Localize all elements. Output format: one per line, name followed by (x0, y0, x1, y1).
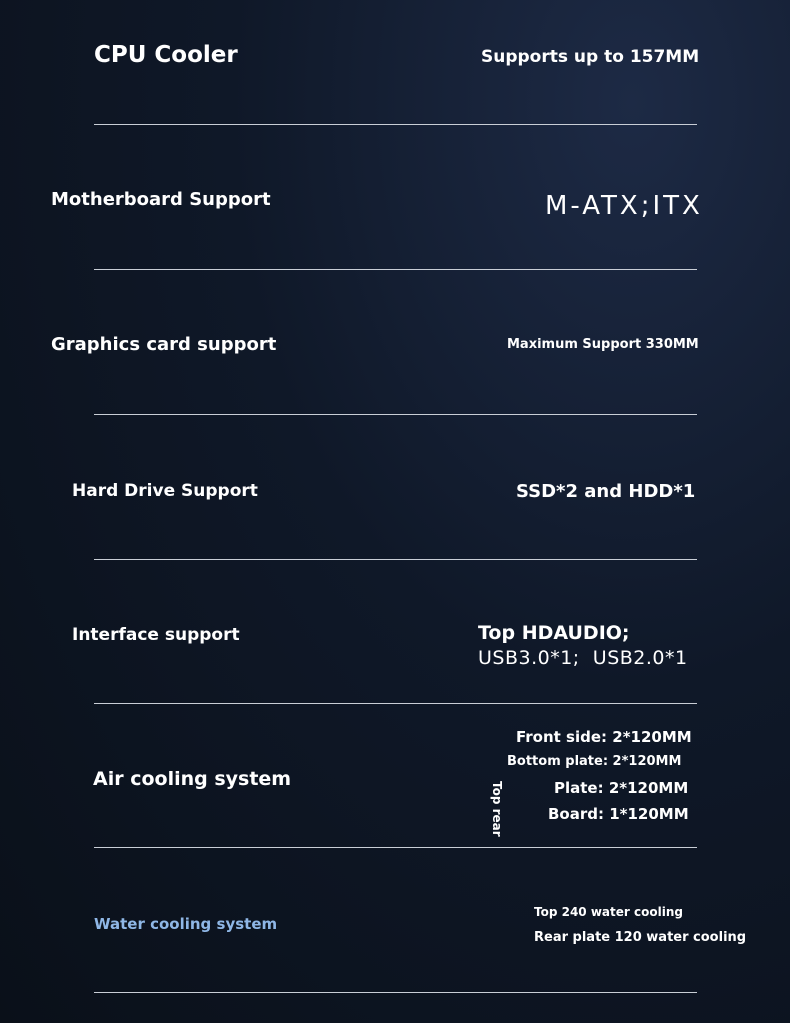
motherboard-label: Motherboard Support (51, 189, 271, 210)
divider (94, 559, 697, 560)
divider (94, 992, 697, 993)
divider (94, 124, 697, 125)
interface-value-line1: Top HDAUDIO; (478, 622, 630, 644)
air-cooling-board: Board: 1*120MM (548, 805, 689, 823)
air-cooling-bottom: Bottom plate: 2*120MM (507, 754, 682, 769)
motherboard-value: M-ATX;ITX (545, 191, 703, 221)
graphics-card-value: Maximum Support 330MM (507, 337, 699, 352)
hard-drive-value: SSD*2 and HDD*1 (516, 481, 696, 502)
air-cooling-front: Front side: 2*120MM (516, 728, 692, 746)
cpu-cooler-value: Supports up to 157MM (481, 47, 700, 67)
hard-drive-label: Hard Drive Support (72, 481, 258, 501)
air-cooling-plate: Plate: 2*120MM (554, 779, 689, 797)
cpu-cooler-label: CPU Cooler (94, 42, 238, 68)
water-cooling-label: Water cooling system (94, 915, 278, 933)
interface-label: Interface support (72, 625, 240, 645)
graphics-card-label: Graphics card support (51, 334, 277, 355)
divider (94, 847, 697, 848)
divider (94, 269, 697, 270)
water-cooling-rear: Rear plate 120 water cooling (534, 930, 747, 945)
water-cooling-top: Top 240 water cooling (534, 905, 683, 919)
interface-value-line2: USB3.0*1; USB2.0*1 (478, 647, 688, 669)
air-cooling-label: Air cooling system (93, 768, 292, 790)
divider (94, 703, 697, 704)
air-cooling-top-rear-label: Top rear (490, 781, 504, 837)
divider (94, 414, 697, 415)
